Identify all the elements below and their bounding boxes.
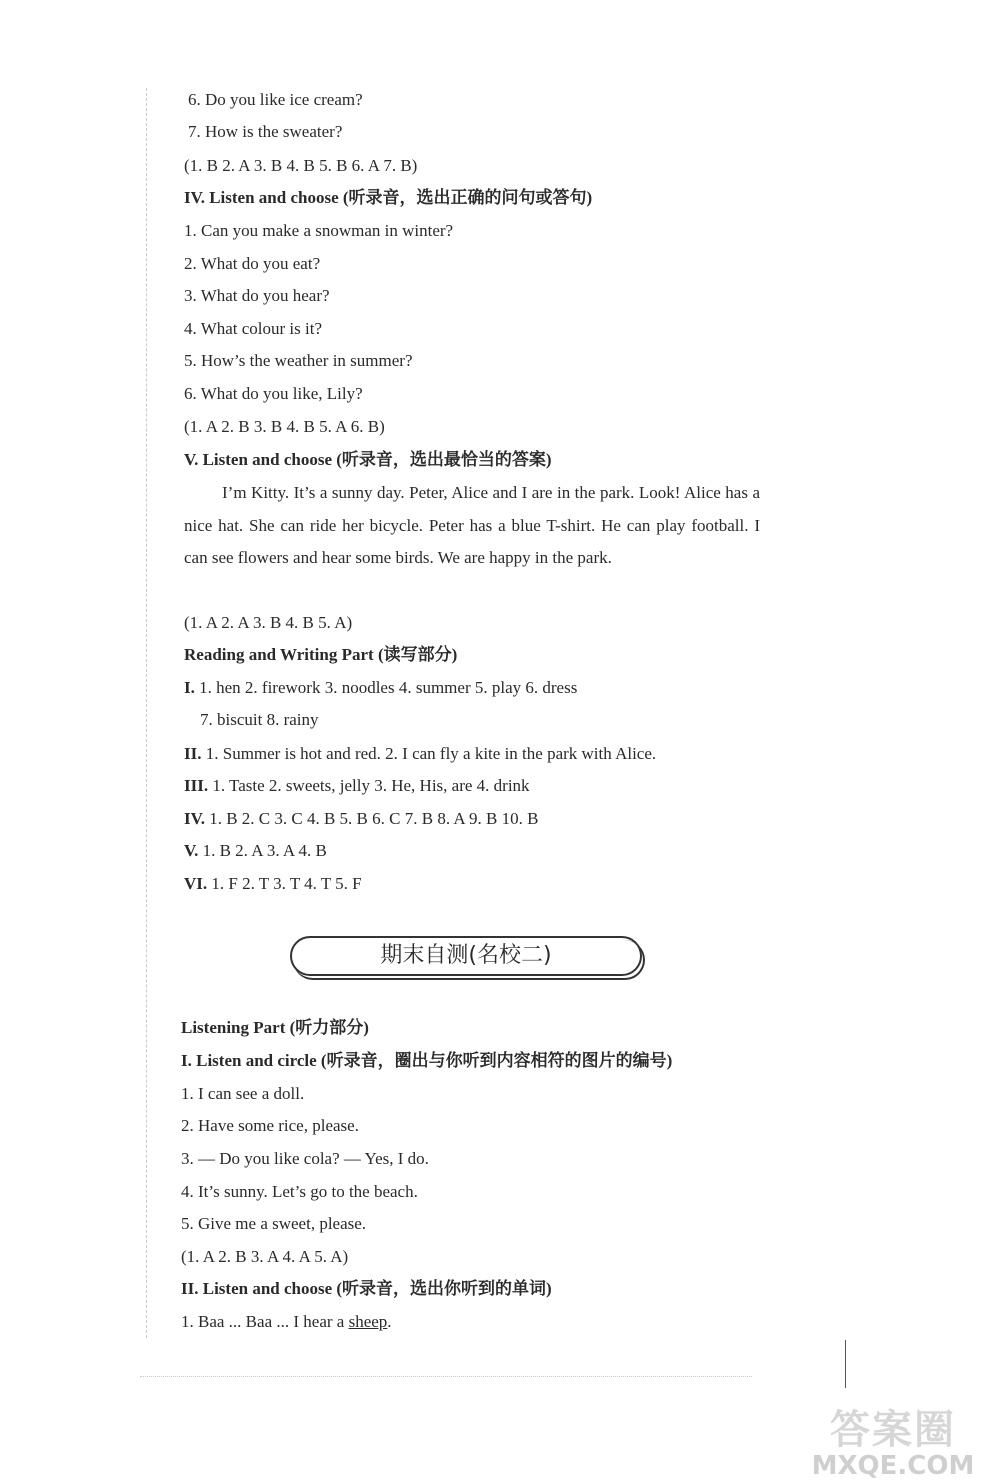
underlined-word: sheep xyxy=(348,1312,388,1331)
rw-v-answers: 1. B 2. A 3. A 4. B xyxy=(202,841,327,860)
section-iv-heading: IV. Listen and choose (听录音，选出正确的问句或答句) xyxy=(184,188,593,207)
rw-iii-answers: 1. Taste 2. sweets, jelly 3. He, His, are 4. drink xyxy=(212,776,530,795)
watermark-logo xyxy=(798,1408,988,1480)
rw-i-answers: 1. hen 2. firework 3. noodles 4. summer 5. play 6. dress xyxy=(199,678,578,697)
rw-ii-label: II. xyxy=(184,744,202,763)
list-item: 3. What do you hear? xyxy=(184,286,330,305)
item-punct: . xyxy=(387,1312,392,1331)
rw-iv-answers: 1. B 2. C 3. C 4. B 5. B 6. C 7. B 8. A 9. B 10. B xyxy=(209,809,539,828)
list-item: 4. It’s sunny. Let’s go to the beach. xyxy=(181,1182,418,1201)
question-7: 7. How is the sweater? xyxy=(188,122,343,141)
list-item: 2. Have some rice, please. xyxy=(181,1116,359,1135)
rw-iii-row xyxy=(184,775,530,797)
rw-v-row xyxy=(184,840,327,862)
rw-iii-label: III. xyxy=(184,776,209,795)
answer-key-listening-i: (1. A 2. B 3. A 4. A 5. A) xyxy=(181,1247,349,1266)
list-item: 4. What colour is it? xyxy=(184,319,323,338)
list-item: 5. How’s the weather in summer? xyxy=(184,351,413,370)
rw-i-answers-cont: 7. biscuit 8. rainy xyxy=(200,710,319,729)
watermark-en: MXQE.COM xyxy=(811,1451,975,1481)
list-item: 3. — Do you like cola? — Yes, I do. xyxy=(181,1149,429,1168)
listening-i-heading: I. Listen and circle (听录音，圈出与你听到内容相符的图片的编号) xyxy=(181,1051,673,1070)
rw-v-label: V. xyxy=(184,841,199,860)
rw-ii-row xyxy=(184,743,656,765)
answer-key-iv: (1. A 2. B 3. B 4. B 5. A 6. B) xyxy=(184,417,385,436)
list-item: 1. I can see a doll. xyxy=(181,1084,305,1103)
listening-ii-heading: II. Listen and choose (听录音，选出你听到的单词) xyxy=(181,1279,552,1298)
reading-writing-heading: Reading and Writing Part (读写部分) xyxy=(184,645,458,664)
rw-vi-answers: 1. F 2. T 3. T 4. T 5. F xyxy=(211,874,362,893)
rw-i-label: I. xyxy=(184,678,195,697)
margin-tick xyxy=(845,1340,846,1388)
listening-ii-item-1 xyxy=(181,1311,392,1333)
list-item: 1. Can you make a snowman in winter? xyxy=(184,221,454,240)
watermark-cn: 答案圈 xyxy=(830,1407,956,1453)
list-item: 6. What do you like, Lily? xyxy=(184,384,363,403)
rw-vi-row xyxy=(184,873,362,895)
answer-key-iii: (1. B 2. A 3. B 4. B 5. B 6. A 7. B) xyxy=(184,156,418,175)
question-6: 6. Do you like ice cream? xyxy=(188,90,363,109)
section-banner: 期末自测(名校二) xyxy=(290,936,642,976)
passage: I’m Kitty. It’s a sunny day. Peter, Alice and I are in the park. Look! Alice has a nice hat. She can ride her bicycle. Peter has a blue T-shirt. He can play football. I can see flowers and hear some birds. We are happy in the park. xyxy=(184,483,760,567)
rw-i-row xyxy=(184,677,577,699)
listening-part-heading: Listening Part (听力部分) xyxy=(181,1018,369,1037)
rw-ii-answers: 1. Summer is hot and red. 2. I can fly a kite in the park with Alice. xyxy=(205,744,657,763)
rw-vi-label: VI. xyxy=(184,874,208,893)
rw-iv-label: IV. xyxy=(184,809,205,828)
section-v-heading: V. Listen and choose (听录音，选出最恰当的答案) xyxy=(184,450,552,469)
page-margin-rule xyxy=(146,88,147,1338)
list-item: 5. Give me a sweet, please. xyxy=(181,1214,367,1233)
page-bottom-rule xyxy=(140,1376,752,1377)
rw-iv-row xyxy=(184,808,538,830)
list-item: 2. What do you eat? xyxy=(184,254,321,273)
answer-key-v: (1. A 2. A 3. B 4. B 5. A) xyxy=(184,613,353,632)
item-text: 1. Baa ... Baa ... I hear a xyxy=(181,1312,349,1331)
